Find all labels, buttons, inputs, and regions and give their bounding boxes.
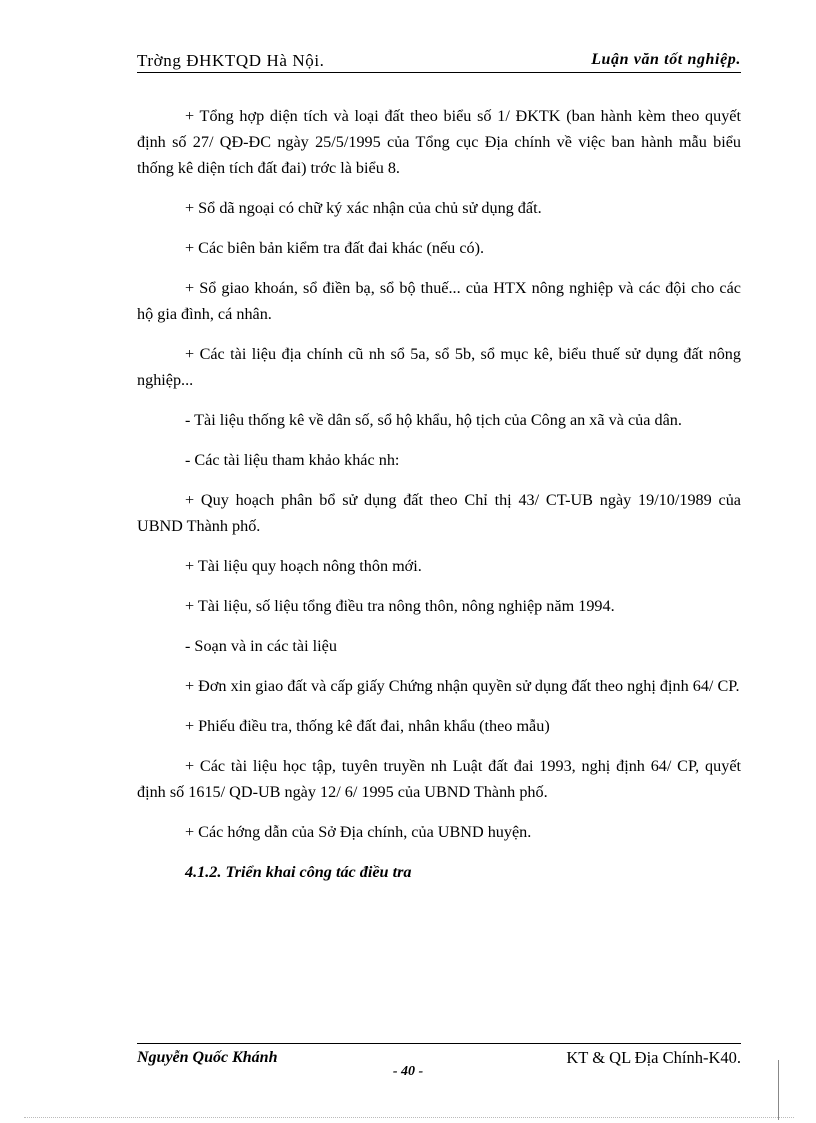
paragraph: + Đơn xin giao đất và cấp giấy Chứng nhận quyền sử dụng đất theo nghị định 64/ CP. — [185, 677, 740, 695]
page-number: - 40 - — [392, 1064, 424, 1079]
paragraph: + Các biên bản kiểm tra đất đai khác (nếu có). — [185, 239, 485, 257]
paragraph: + Các hớng dẫn của Sở Địa chính, của UBND huyện. — [185, 823, 532, 841]
header-school: Trờng ĐHKTQD Hà Nội. — [137, 51, 325, 70]
paragraph: + Tài liệu quy hoạch nông thôn mới. — [185, 557, 422, 575]
paragraph: - Tài liệu thống kê về dân số, sổ hộ khẩu, hộ tịch của Công an xã và của dân. — [185, 411, 682, 429]
paragraph: + Tổng hợp diện tích và loại đất theo biểu số 1/ ĐKTK (ban hành kèm theo quyết định số 27/ QĐ-ĐC ngày 25/5/1995 của Tổng cục Địa chính về việc ban hành mẫu biểu thống kê diện tích đất đai) trớc là biểu 8. — [137, 107, 741, 177]
paragraph: + Các tài liệu địa chính cũ nh sổ 5a, sổ 5b, sổ mục kê, biểu thuế sử dụng đất nông nghiệp... — [137, 345, 741, 389]
footer-author: Nguyễn Quốc Khánh — [137, 1049, 278, 1066]
paragraph: + Tài liệu, số liệu tổng điều tra nông thôn, nông nghiệp năm 1994. — [185, 597, 615, 615]
paragraph: + Phiếu điều tra, thống kê đất đai, nhân khẩu (theo mẫu) — [185, 717, 550, 735]
page-header — [137, 50, 741, 73]
paragraph: + Sổ giao khoán, sổ điền bạ, sổ bộ thuế... của HTX nông nghiệp và các đội cho các hộ gia đình, cá nhân. — [137, 279, 741, 323]
paragraph: - Soạn và in các tài liệu — [185, 637, 337, 655]
bottom-dotted-rule — [24, 1117, 794, 1118]
paragraph: + Quy hoạch phân bổ sử dụng đất theo Chỉ thị 43/ CT-UB ngày 19/10/1989 của UBND Thành phố. — [137, 491, 741, 535]
header-thesis-label: Luận văn tốt nghiệp. — [591, 51, 741, 68]
paragraph: + Sổ dã ngoại có chữ ký xác nhận của chủ sử dụng đất. — [185, 199, 542, 217]
footer-class: KT & QL Địa Chính-K40. — [566, 1048, 741, 1067]
paragraph: + Các tài liệu học tập, tuyên truyền nh Luật đất đai 1993, nghị định 64/ CP, quyết định số 1615/ QD-UB ngày 12/ 6/ 1995 của UBND Thành phố. — [137, 757, 741, 801]
section-heading: 4.1.2. Triển khai công tác điều tra — [185, 863, 412, 881]
paragraph: - Các tài liệu tham khảo khác nh: — [185, 451, 400, 469]
document-body — [137, 103, 741, 885]
margin-rule — [778, 1060, 779, 1120]
